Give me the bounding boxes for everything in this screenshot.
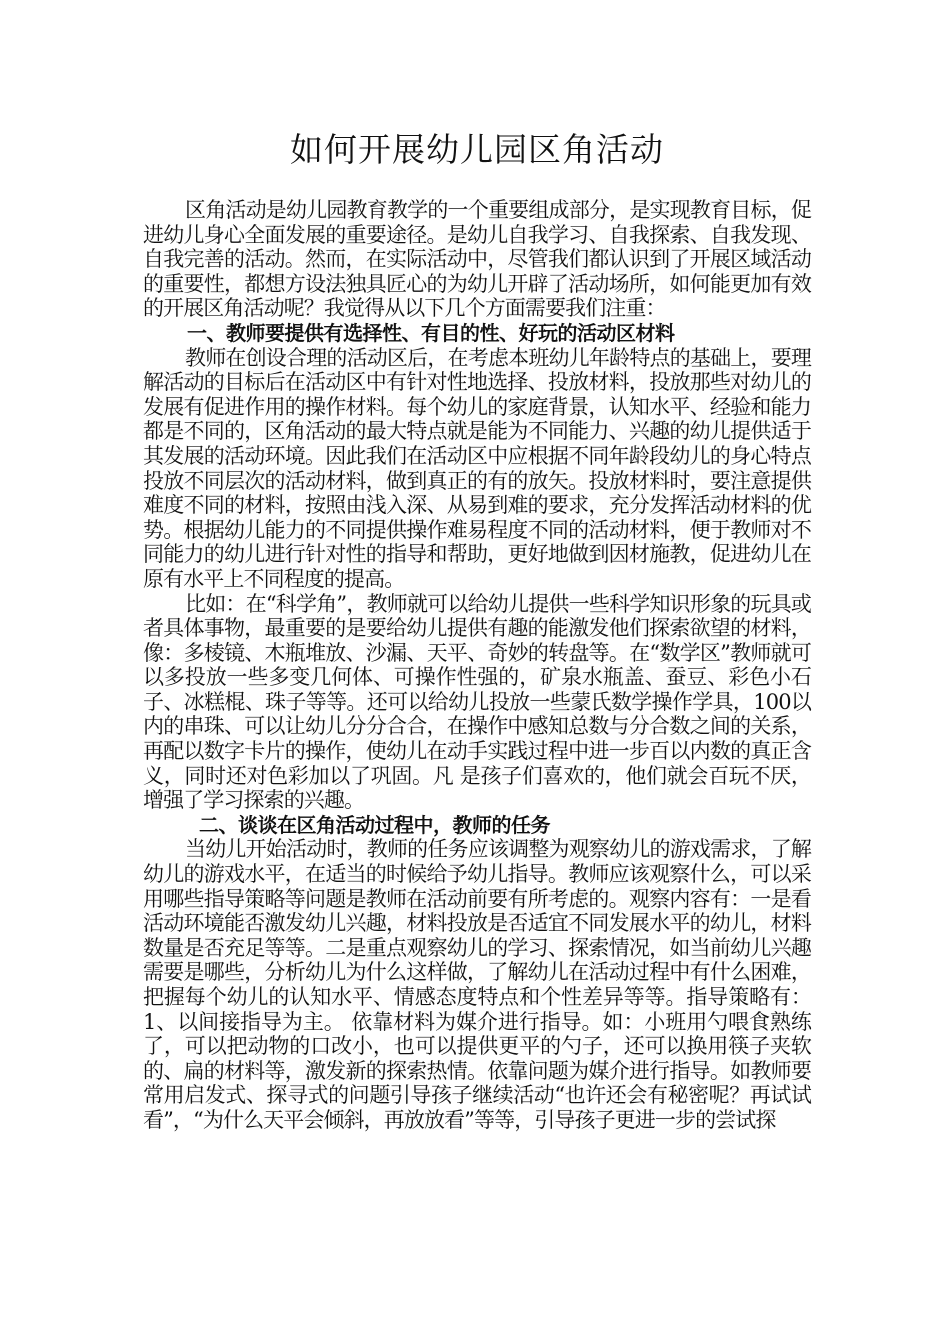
intro-paragraph: 区角活动是幼儿园教育教学的一个重要组成部分，是实现教育目标，促进幼儿身心全面发展的重要途径。是幼儿自我学习、自我探索、自我发现、自我完善的活动。然而，在实际活动中，尽管我们都认识到了开展区域活动的重要性，都想方设法独具匠心的为幼儿开辟了活动场所，如何能更加有效的开展区角活动呢？我觉得从以下几个方面需要我们注重： [143, 198, 811, 321]
section-1-heading: 一、教师要提供有选择性、有目的性、好玩的活动区材料 [187, 320, 675, 345]
section-2-paragraph-1: 当幼儿开始活动时，教师的任务应该调整为观察幼儿的游戏需求，了解幼儿的游戏水平，在适当的时候给予幼儿指导。教师应该观察什么，可以采用哪些指导策略等问题是教师在活动前要有所考虑的。观察内容有：一是看活动环境能否激发幼儿兴趣，材料投放是否适宜不同发展水平的幼儿，材料数量是否充足等等。二是重点观察幼儿的学习、探索情况，如当前幼儿兴趣需要是哪些，分析幼儿为什么这样做，了解幼儿在活动过程中有什么困难，把握每个幼儿的认知水平、情感态度特点和个性差异等等。指导策略有： 1、以间接指导为主。 依靠材料为媒介进行指导。如：小班用勺喂食熟练了，可以把动物的口改小，也可以提供更平的勺子，还可以换用筷子夹软的、扁的材料等，激发新的探索热情。依靠问题为媒介进行指导。如教师要常用启发式、探寻式的问题引导孩子继续活动“也许还会有秘密呢？再试试看”，“为什么天平会倾斜，再放放看”等等，引导孩子更进一步的尝试探 [143, 837, 811, 1132]
section-2-heading: 二、谈谈在区角活动过程中，教师的任务 [199, 812, 550, 837]
document-page [143, 128, 811, 1133]
section-1-paragraph-1: 教师在创设合理的活动区后，在考虑本班幼儿年龄特点的基础上，要理解活动的目标后在活动区中有针对性地选择、投放材料，投放那些对幼儿的发展有促进作用的操作材料。每个幼儿的家庭背景，认知水平、经验和能力都是不同的，区角活动的最大特点就是能为不同能力、兴趣的幼儿提供适于其发展的活动环境。因此我们在活动区中应根据不同年龄段幼儿的身心特点投放不同层次的活动材料，做到真正的有的放矢。投放材料时，要注意提供难度不同的材料，按照由浅入深、从易到难的要求，充分发挥活动材料的优势。根据幼儿能力的不同提供操作难易程度不同的活动材料，便于教师对不同能力的幼儿进行针对性的指导和帮助，更好地做到因材施教，促进幼儿在原有水平上不同程度的提高。 [143, 345, 811, 591]
section-1-paragraph-2: 比如：在“科学角”，教师就可以给幼儿提供一些科学知识形象的玩具或者具体事物，最重要的是要给幼儿提供有趣的能激发他们探索欲望的材料，像：多棱镜、木瓶堆放、沙漏、天平、奇妙的转盘等。在“数学区”教师就可以多投放一些多变几何体、可操作性强的，矿泉水瓶盖、蚕豆、彩色小石子、冰糕棍、珠子等等。还可以给幼儿投放一些蒙氏数学操作学具，100以内的串珠、可以让幼儿分分合合，在操作中感知总数与分合数之间的关系，再配以数字卡片的操作，使幼儿在动手实践过程中进一步百以内数的真正含义，同时还对色彩加以了巩固。凡 是孩子们喜欢的，他们就会百玩不厌，增强了学习探索的兴趣。 [143, 591, 811, 813]
document-title: 如何开展幼儿园区角活动 [290, 130, 664, 169]
